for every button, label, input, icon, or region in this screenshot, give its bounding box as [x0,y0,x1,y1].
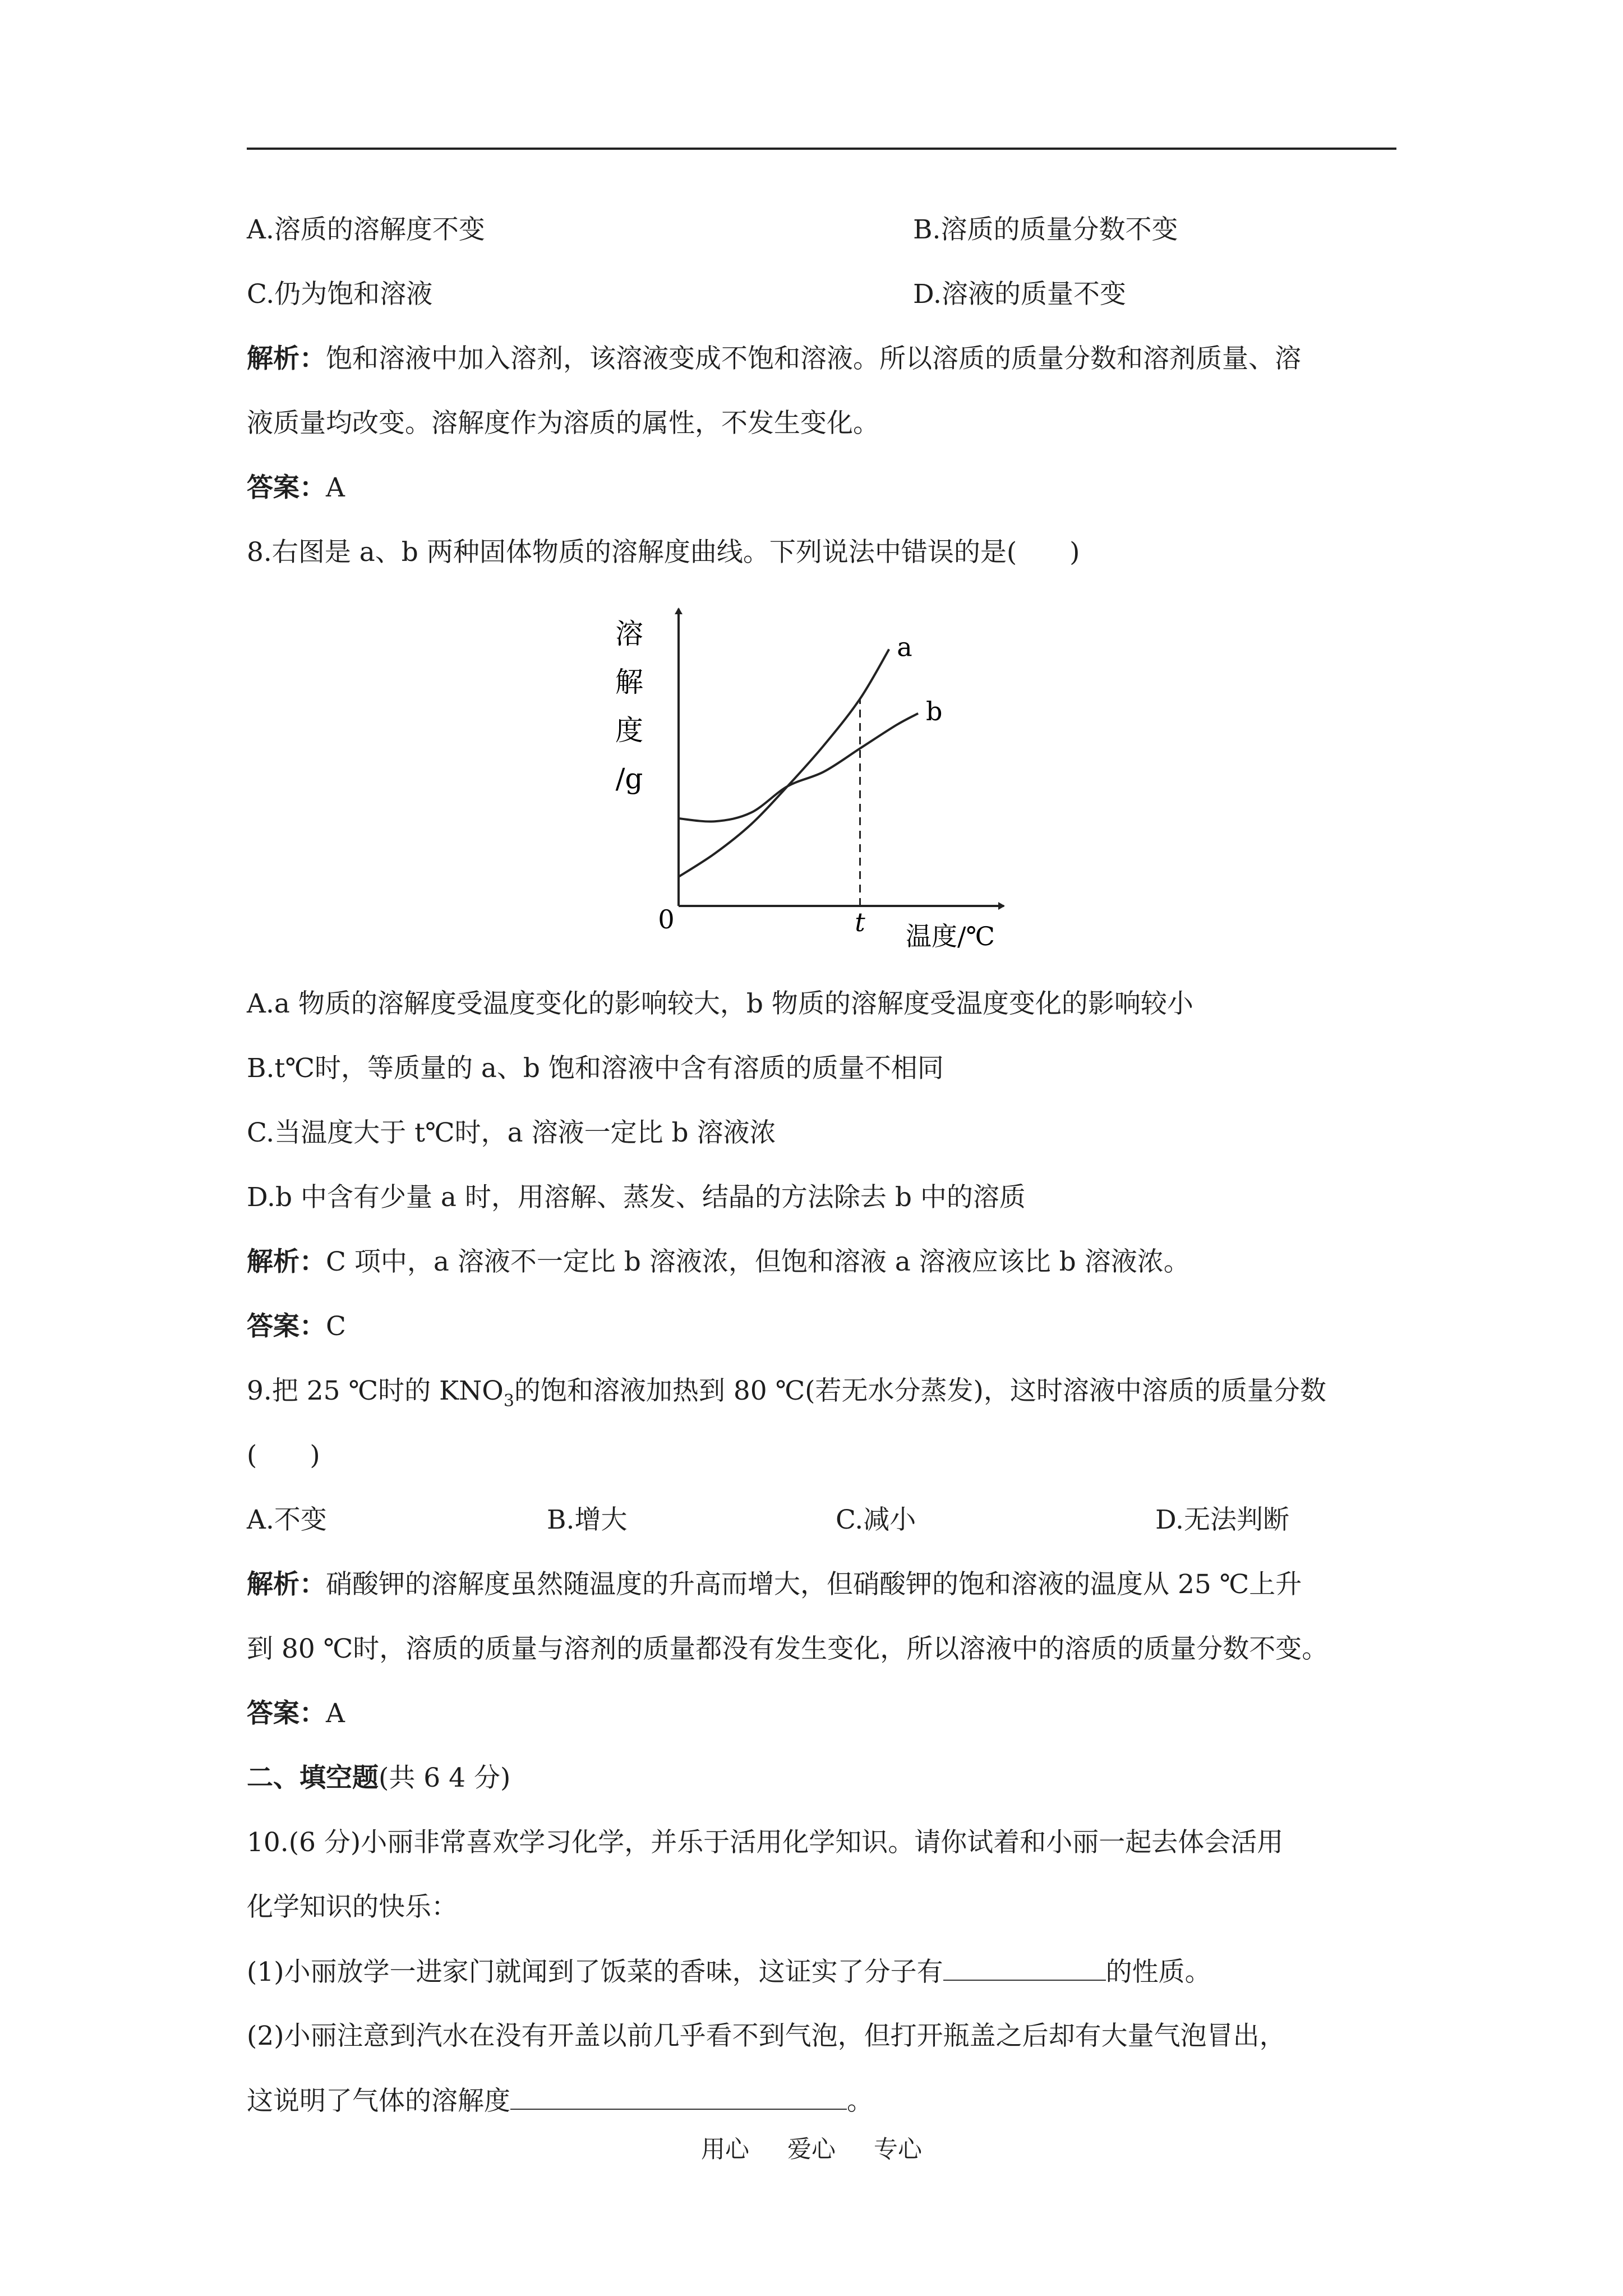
q9-option-c: C.减小 [836,1504,916,1535]
t-tick-label: t [855,907,865,937]
answer-value: A [326,472,345,503]
q8-option-a: A.a 物质的溶解度受温度变化的影响较大，b 物质的溶解度受温度变化的影响较小 [247,988,1193,1019]
q8-answer [247,1310,346,1343]
solubility-chart [594,597,1009,956]
section-heading [247,1761,510,1795]
y-axis-label-char: 度 [615,714,643,747]
page-footer [0,2131,1623,2165]
q9-analysis-line-1 [247,1568,1302,1602]
analysis-text: 饱和溶液中加入溶剂，该溶液变成不饱和溶液。所以溶质的质量分数和溶剂质量、溶 [326,343,1301,374]
series-b-curve [679,714,918,822]
q10-part-1-suffix: 的性质。 [1105,1957,1211,1987]
q8-option-b: B.t℃时，等质量的 a、b 饱和溶液中含有溶质的质量不相同 [247,1053,944,1084]
q7-option-c: C.仍为饱和溶液 [247,279,433,310]
footer-word: 爱心 [787,2136,836,2164]
y-axis-label [615,618,643,795]
y-axis-label-char: /g [615,762,643,795]
answer-label: 答案： [247,1311,326,1342]
series-a-label: a [897,632,912,662]
q9-stem-post: 的饱和溶液加热到 80 ℃(若无水分蒸发)，这时溶液中溶质的质量分数 [514,1375,1326,1406]
q9-stem [247,1374,1326,1411]
q8-analysis [247,1245,1190,1279]
q10-stem-line-1: 10.(6 分)小丽非常喜欢学习化学，并乐于活用化学知识。请你试着和小丽一起去体会活用 [247,1827,1284,1858]
q8-option-d: D.b 中含有少量 a 时，用溶解、蒸发、结晶的方法除去 b 中的溶质 [247,1182,1026,1213]
analysis-text: 硝酸钾的溶解度虽然随温度的升高而增大，但硝酸钾的饱和溶液的温度从 25 ℃上升 [326,1569,1302,1600]
answer-value: A [326,1698,345,1729]
q10-part-1-text: (1)小丽放学一进家门就闻到了饭菜的香味，这证实了分子有 [247,1957,943,1987]
q9-stem-subscript: 3 [503,1391,514,1411]
x-axis-label: 温度/℃ [906,921,995,951]
analysis-label: 解析： [247,343,326,374]
analysis-label: 解析： [247,1246,326,1277]
series-b-label: b [926,696,943,726]
q9-paren: ( ) [247,1440,320,1471]
y-axis-label-char: 溶 [615,618,643,650]
q10-part-2-line-2 [247,2084,873,2118]
q9-option-d: D.无法判断 [1155,1504,1289,1535]
q10-part-2-line-1: (2)小丽注意到汽水在没有开盖以前几乎看不到气泡，但打开瓶盖之后却有大量气泡冒出， [247,2021,1286,2051]
q9-analysis-line-2: 到 80 ℃时，溶质的质量与溶剂的质量都没有发生变化，所以溶液中的溶质的质量分数不变。 [247,1634,1329,1664]
answer-value: C [326,1311,346,1342]
q7-option-d: D.溶液的质量不变 [913,279,1126,310]
answer-blank-2[interactable] [510,2084,847,2110]
q8-stem: 8.右图是 a、b 两种固体物质的溶解度曲线。下列说法中错误的是( ) [247,537,1080,568]
q10-part-1 [247,1955,1211,1989]
analysis-text: C 项中，a 溶液不一定比 b 溶液浓，但饱和溶液 a 溶液应该比 b 溶液浓。 [326,1246,1190,1277]
origin-label: 0 [658,904,675,935]
q9-option-b: B.增大 [547,1504,628,1535]
y-axis-label-char: 解 [615,666,643,698]
series-a-curve [679,649,889,877]
footer-word: 专心 [874,2136,922,2164]
q7-option-b: B.溶质的质量分数不变 [913,214,1178,245]
q9-stem-pre: 9.把 25 ℃时的 KNO [247,1375,504,1406]
q7-analysis-line-2: 液质量均改变。溶解度作为溶质的属性，不发生变化。 [247,408,879,439]
q9-answer [247,1697,345,1731]
footer-word: 用心 [701,2136,749,2164]
section-score: (共 6 4 分) [379,1763,511,1793]
section-title: 二、填空题 [247,1763,379,1793]
q7-answer [247,471,345,505]
q8-option-c: C.当温度大于 t℃时，a 溶液一定比 b 溶液浓 [247,1117,776,1148]
answer-blank-1[interactable] [943,1955,1106,1981]
q7-analysis-line-1 [247,342,1301,376]
header-rule [247,148,1396,150]
q10-part-2-suffix: 。 [847,2086,873,2116]
answer-label: 答案： [247,1698,326,1729]
analysis-label: 解析： [247,1569,326,1600]
q10-part-2-text: 这说明了气体的溶解度 [247,2086,510,2116]
q7-option-a: A.溶质的溶解度不变 [247,214,485,245]
q9-option-a: A.不变 [247,1504,327,1535]
q10-stem-line-2: 化学知识的快乐： [247,1892,458,1922]
answer-label: 答案： [247,472,326,503]
